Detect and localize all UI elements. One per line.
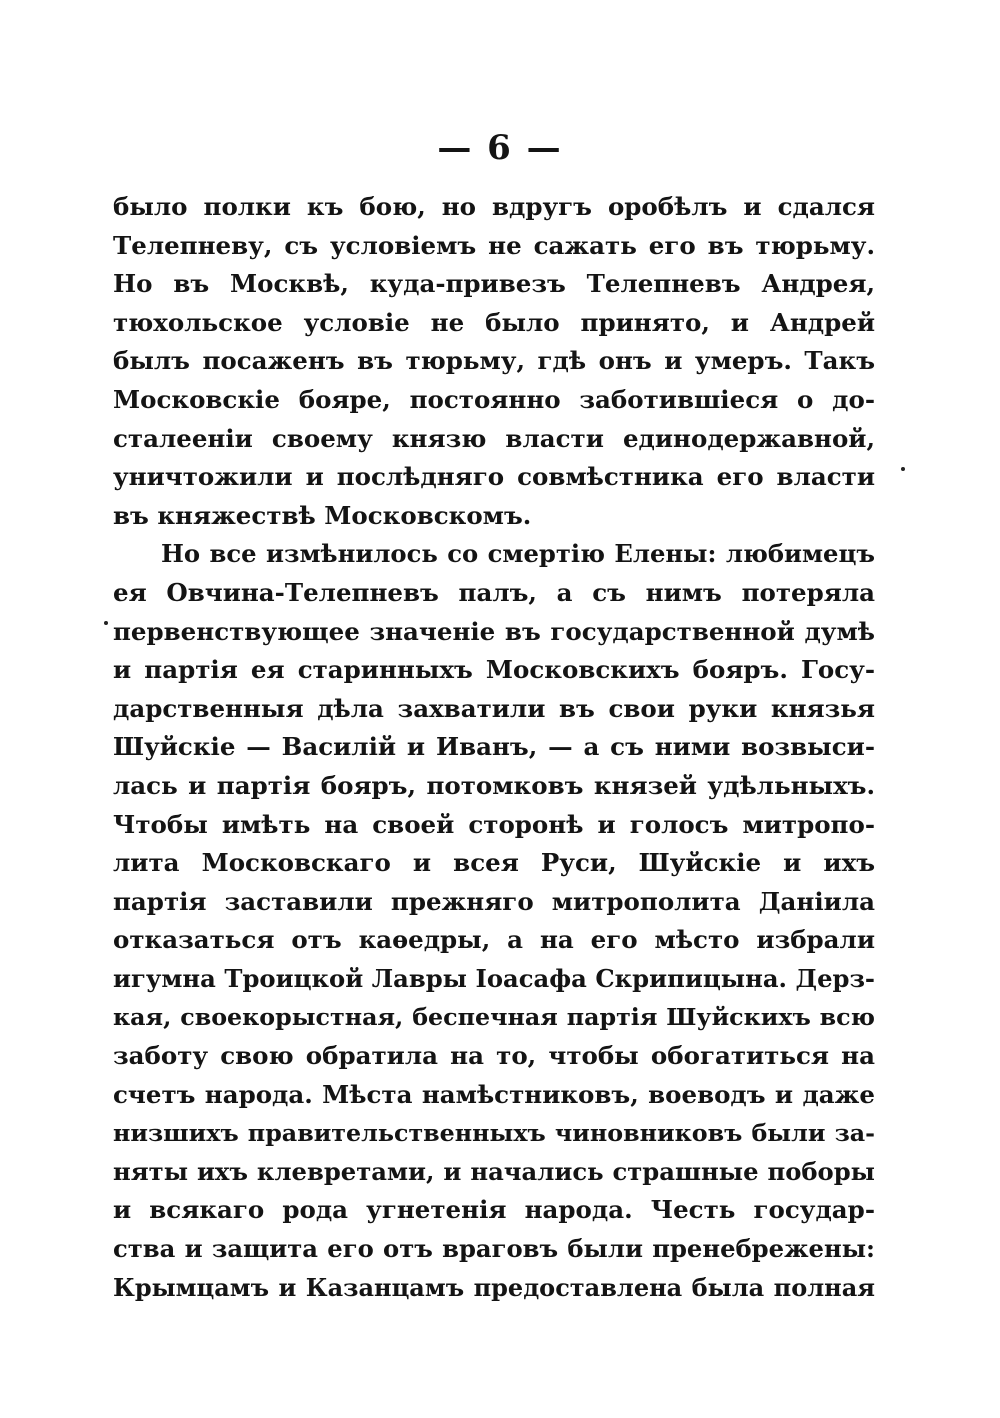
text-line: было полки къ бою, но вдругъ оробѣлъ и сдался [113,192,875,221]
text-line: Телепневу, съ условіемъ не сажать его въ тюрьму. [113,230,875,260]
text-line: счетъ народа. Мѣста намѣстниковъ, воеводъ и даже [113,1079,875,1109]
text-line: лита Московскаго и всея Руси, Шуйскіе и ихъ [113,848,875,878]
text-line: уничтожили и послѣдняго совмѣстника его власти [113,462,875,492]
text-line: Шуйскіе — Василій и Иванъ, — а съ ними возвыси- [113,732,875,762]
text-line: няты ихъ клевретами, и начались страшные поборы [113,1156,875,1186]
text-line: первенствующее значеніе въ государственной думѣ [113,616,875,646]
text-line: партія заставили прежняго митрополита Даніила [113,886,875,916]
text-line: низшихъ правительственныхъ чиновниковъ были за- [113,1119,875,1148]
text-line: отказаться отъ каѳедры, а на его мѣсто избрали [113,925,875,955]
text-line: и партія ея старинныхъ Московскихъ бояръ. Госу- [113,655,875,685]
text-line: Московскіе бояре, постоянно заботившіеся о до- [113,384,875,414]
print-speck-mark [104,621,108,625]
text-line: ея Овчина-Телепневъ палъ, а съ нимъ потеряла [113,577,875,607]
text-line: ства и защита его отъ враговъ были пренебрежены: [113,1234,875,1264]
page-number: — 6 — [437,128,563,168]
text-line: Крымцамъ и Казанцамъ предоставлена была полная [113,1272,875,1302]
text-line: и всякаго рода угнетенія народа. Честь государ- [113,1195,875,1225]
text-line: лась и партія бояръ, потомковъ князей удѣльныхъ. [113,770,875,800]
text-line: Чтобы имѣть на своей сторонѣ и голосъ митропо- [113,809,875,839]
text-line: тюхольское условіе не было принято, и Андрей [113,307,875,337]
text-line: Но въ Москвѣ, куда-привезъ Телепневъ Андрея, [113,269,875,299]
text-line: игумна Троицкой Лавры Іоасафа Скрипицына. Дерз- [113,963,875,993]
text-line: кая, своекорыстная, беспечная партія Шуйскихъ всю [113,1003,875,1032]
text-line: сталееніи своему князю власти единодержавной, [113,423,875,453]
text-line: былъ посаженъ въ тюрьму, гдѣ онъ и умеръ. Такъ [113,346,875,376]
text-line: заботу свою обратила на то, чтобы обогатиться на [113,1041,875,1071]
text-line: дарственныя дѣла захватили въ свои руки князья [113,693,875,723]
paragraph-end-line: въ княжествѣ Московскомъ. [113,500,532,530]
print-speck-mark [901,467,905,471]
body-text [113,188,875,1307]
paragraph-start-line: Но все измѣнилось со смертію Елены: любимецъ [161,539,875,569]
